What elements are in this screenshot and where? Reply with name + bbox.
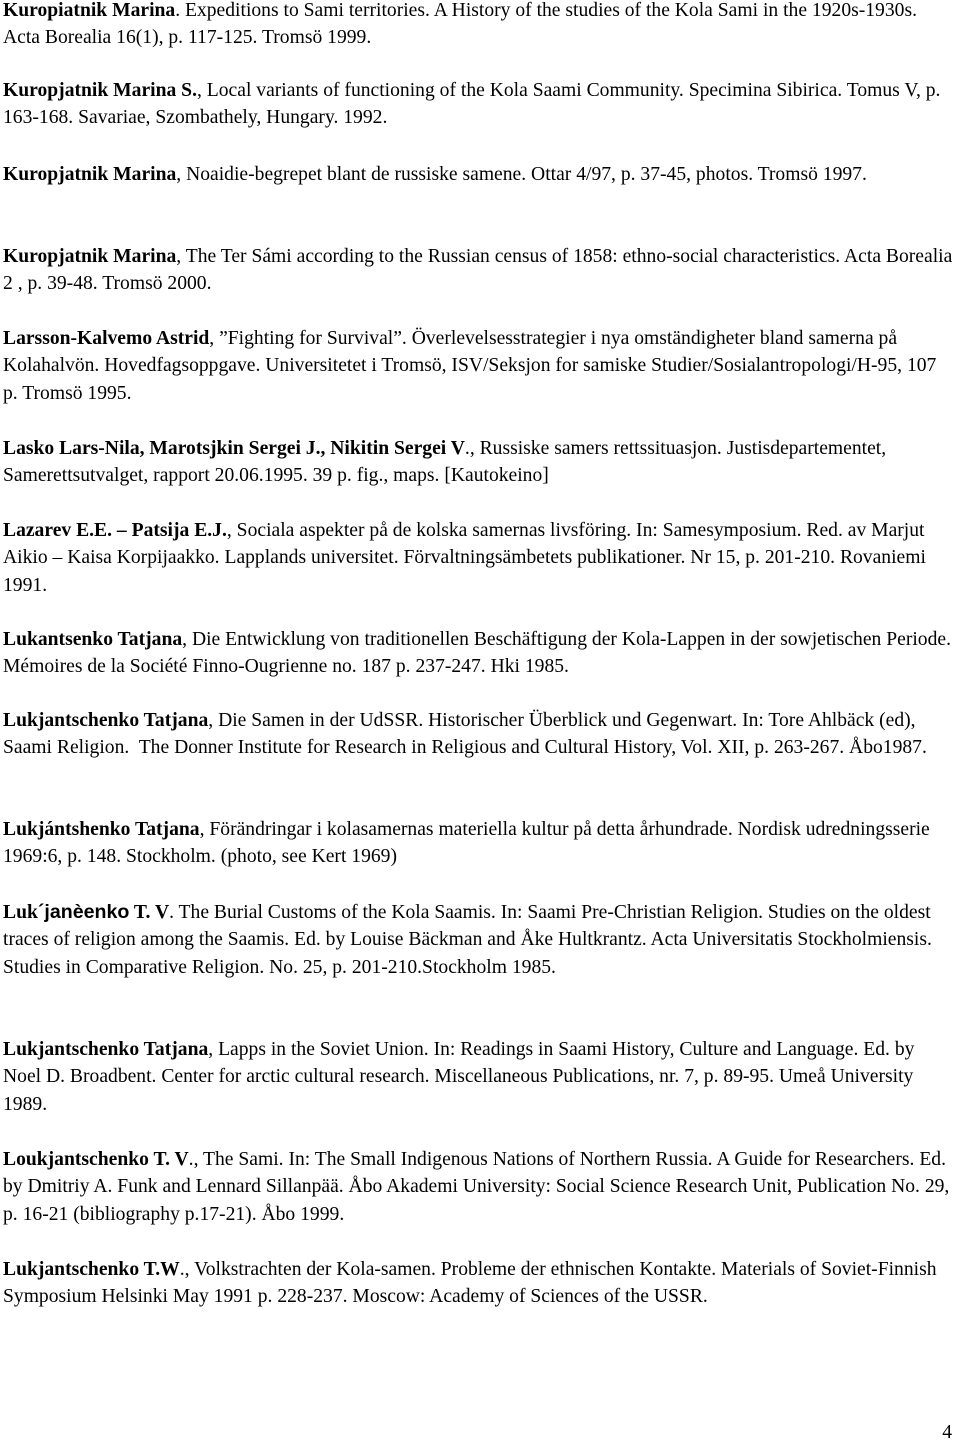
entry-author: Kuropjatnik Marina bbox=[3, 164, 177, 185]
entry-citation: , Die Samen in der UdSSR. Historischer Überblick und Gegenwart. In: Tore Ahlbäck (ed), Saami Religion. The Donner Institute for Research in Religious and Cultural History, Vol. XII, p. 263-267. Åbo1987. bbox=[3, 710, 927, 759]
entry-author: Larsson-Kalvemo Astrid bbox=[3, 328, 210, 349]
bibliography-entry bbox=[3, 77, 953, 132]
bibliography-entry bbox=[3, 517, 953, 599]
bibliography-entry bbox=[3, 243, 958, 298]
entry-author: Lukjántshenko Tatjana bbox=[3, 819, 200, 840]
bibliography-entry bbox=[3, 626, 956, 681]
bibliography-entry bbox=[3, 161, 953, 188]
bibliography-entry bbox=[3, 1256, 953, 1311]
page-number: 4 bbox=[942, 1422, 952, 1443]
bibliography-entry bbox=[3, 899, 953, 981]
entry-author: Kuropiatnik Marina bbox=[3, 0, 176, 21]
entry-citation: , Förändringar i kolasamernas materiella kultur på detta århundrade. Nordisk udredningsserie 1969:6, p. 148. Stockholm. (photo, see Kert 1969) bbox=[3, 819, 935, 868]
entry-author: Luk bbox=[3, 902, 38, 923]
bibliography-entry bbox=[3, 1036, 953, 1118]
entry-author: Lukantsenko Tatjana bbox=[3, 629, 183, 650]
entry-author: Lukjantschenko Tatjana bbox=[3, 710, 209, 731]
entry-author: Kuropjatnik Marina bbox=[3, 246, 177, 267]
entry-citation: . Expeditions to Sami territories. A History of the studies of the Kola Sami in the 1920s-1930s. Acta Borealia 16(1), p. 117-125. Tromsö 1999. bbox=[3, 0, 921, 49]
bibliography-entry bbox=[3, 0, 953, 52]
entry-author: Lasko Lars-Nila, Marotsjkin Sergei J., Nikitin Sergei V bbox=[3, 438, 465, 459]
entry-citation: ., Russiske samers rettssituasjon. Justisdepartementet, Samerettsutvalget, rapport 20.06.1995. 39 p. fig., maps. [Kautokeino] bbox=[3, 438, 892, 487]
bibliography-entry bbox=[3, 325, 953, 407]
entry-author: Kuropjatnik Marina S. bbox=[3, 80, 197, 101]
entry-author: T. V bbox=[129, 902, 170, 923]
entry-citation: , ”Fighting for Survival”. Överlevelsesstrategier i nya omständigheter bland samerna på Kolahalvön. Hovedfagsoppgave. Universitetet i Tromsö, ISV/Seksjon for samiske Studier/Sosialantropologi/H-95, 107 p. Tromsö 1995. bbox=[3, 328, 942, 404]
entry-citation: , Die Entwicklung von traditionellen Beschäftigung der Kola-Lappen in der sowjetischen Periode. Mémoires de la Société Finno-Ougrienne no. 187 p. 237-247. Hki 1985. bbox=[3, 629, 956, 678]
entry-citation: , Lapps in the Soviet Union. In: Readings in Saami History, Culture and Language. Ed. by Noel D. Broadbent. Center for arctic cultural research. Miscellaneous Publications, nr. 7, p. 89-95. Umeå University 1989. bbox=[3, 1039, 920, 1115]
entry-citation: ., The Sami. In: The Small Indigenous Nations of Northern Russia. A Guide for Researchers. Ed. by Dmitriy A. Funk and Lennard Sillanpää. Åbo Akademi University: Social Science Research Unit, Publication No. 29, p. 16-21 (bibliography p.17-21). Åbo 1999. bbox=[3, 1149, 955, 1225]
entry-citation: , Sociala aspekter på de kolska samernas livsföring. In: Samesymposium. Red. av Marjut Aikio – Kaisa Korpijaakko. Lapplands universitet. Förvaltningsämbetets publikationer. Nr 15, p. 201-210. Rovaniemi 1991. bbox=[3, 520, 931, 596]
entry-citation: , Noaidie-begrepet blant de russiske samene. Ottar 4/97, p. 37-45, photos. Tromsö 1997. bbox=[176, 164, 867, 185]
entry-author: Lazarev E.E. – Patsija E.J. bbox=[3, 520, 227, 541]
entry-author: Lukjantschenko Tatjana bbox=[3, 1039, 209, 1060]
bibliography-entry bbox=[3, 707, 953, 762]
entry-author: Lukjantschenko T.W bbox=[3, 1259, 180, 1280]
entry-citation: , Local variants of functioning of the Kola Saami Community. Specimina Sibirica. Tomus V, p. 163-168. Savariae, Szombathely, Hungary. 1992. bbox=[3, 80, 946, 129]
entry-author: ´janèenko bbox=[37, 901, 130, 923]
entry-citation: ., Volkstrachten der Kola-samen. Probleme der ethnischen Kontakte. Materials of Soviet-Finnish Symposium Helsinki May 1991 p. 228-237. Moscow: Academy of Sciences of the USSR. bbox=[3, 1259, 942, 1308]
entry-author: Loukjantschenko T. V bbox=[3, 1149, 189, 1170]
entry-citation: . The Burial Customs of the Kola Saamis. In: Saami Pre-Christian Religion. Studies on the oldest traces of religion among the Saamis. Ed. by Louise Bäckman and Åke Hultkrantz. Acta Universitatis Stockholmiensis. Studies in Comparative Religion. No. 25, p. 201-210.Stockholm 1985. bbox=[3, 902, 937, 978]
bibliography-entry bbox=[3, 1146, 953, 1228]
bibliography-entry bbox=[3, 816, 953, 871]
entry-citation: , The Ter Sámi according to the Russian census of 1858: ethno-social characteristics. Acta Borealia 2 , p. 39-48. Tromsö 2000. bbox=[3, 246, 958, 295]
bibliography-entry bbox=[3, 435, 953, 490]
